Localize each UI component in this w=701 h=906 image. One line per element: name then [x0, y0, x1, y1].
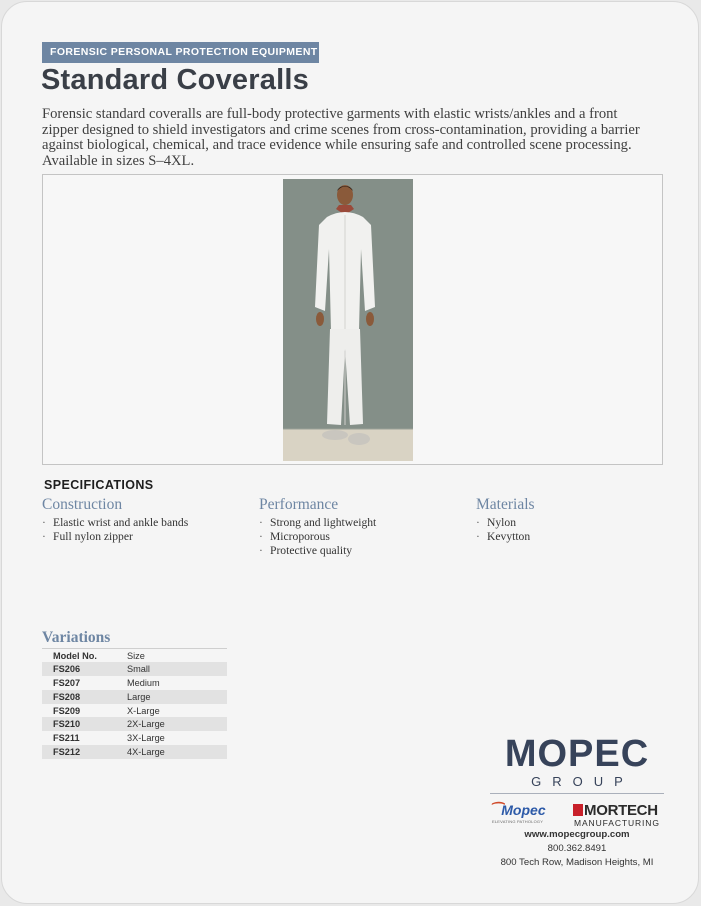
- product-sheet: [1, 1, 699, 904]
- table-header-row: [42, 649, 227, 663]
- model-cell: FS206: [42, 662, 127, 676]
- spec-item: · Protective quality: [259, 544, 353, 557]
- address: 800 Tech Row, Madison Heights, MI: [500, 857, 654, 868]
- contact-info: [472, 828, 682, 870]
- product-photo-frame: [42, 174, 663, 465]
- size-cell: 3X-Large: [127, 733, 165, 744]
- spec-item: · Nylon: [476, 516, 516, 529]
- product-photo: [283, 179, 413, 461]
- spec-column-title: Materials: [476, 496, 535, 513]
- column-header-model: Model No.: [42, 649, 127, 663]
- mortech-mark-icon: [573, 804, 583, 816]
- table-row: [42, 690, 227, 704]
- model-cell: FS212: [42, 745, 127, 759]
- model-cell: FS208: [42, 690, 127, 704]
- spec-item: · Microporous: [259, 530, 330, 543]
- page-title: Standard Coveralls: [41, 64, 309, 96]
- spec-column-performance: [259, 496, 376, 558]
- mortech-logo: MORTECH: [573, 802, 658, 819]
- model-cell: FS210: [42, 717, 127, 731]
- model-cell: FS209: [53, 705, 81, 716]
- table-row: [42, 662, 227, 676]
- table-row: [42, 731, 227, 745]
- size-cell: 2X-Large: [127, 717, 227, 731]
- spec-item: · Strong and lightweight: [259, 516, 377, 529]
- size-cell: X-Large: [127, 705, 160, 716]
- size-cell: 4X-Large: [127, 745, 227, 759]
- spec-column-title: Construction: [42, 496, 123, 513]
- spec-column-title: Performance: [259, 496, 339, 513]
- table-row: [42, 745, 227, 759]
- group-wordmark: GROUP: [531, 774, 634, 789]
- variations-heading: Variations: [42, 629, 111, 646]
- mortech-logo-subtitle: MANUFACTURING: [574, 818, 660, 828]
- table-row: [42, 717, 227, 731]
- spec-column-construction: [42, 496, 188, 544]
- mopec-sub-logo-tagline: ELEVATING PATHOLOGY: [492, 819, 544, 824]
- spec-column-materials: [476, 496, 535, 544]
- website-link[interactable]: www.mopecgroup.com: [524, 829, 630, 840]
- model-cell: FS211: [53, 733, 80, 744]
- phone-number: 800.362.8491: [547, 843, 607, 854]
- variations-table: [42, 648, 227, 759]
- logo-divider: [490, 793, 664, 794]
- category-banner: FORENSIC PERSONAL PROTECTION EQUIPMENT: [42, 42, 319, 63]
- mopec-sub-logo: ⁀Mopec: [490, 802, 546, 818]
- size-cell: Small: [127, 662, 227, 676]
- spec-item: · Elastic wrist and ankle bands: [42, 516, 189, 529]
- table-row: [42, 704, 227, 718]
- spec-item: · Full nylon zipper: [42, 530, 133, 543]
- size-cell: Medium: [127, 677, 160, 688]
- product-description: Forensic standard coveralls are full-body protective garments with elastic wrists/ankles and a front zipper designed to shield investigators and crime scenes from cross-contamination, providing a barrier against biological, chemical, and trace evidence while ensuring safe and controlled scene processing. Available in sizes S–4XL.: [42, 106, 640, 169]
- mopec-group-logo: [488, 733, 666, 834]
- size-cell: Large: [127, 690, 227, 704]
- specifications-heading: SPECIFICATIONS: [44, 478, 154, 492]
- model-cell: FS207: [53, 677, 81, 688]
- mopec-wordmark: MOPEC: [504, 733, 650, 775]
- column-header-size: Size: [127, 649, 227, 663]
- spec-item: · Kevytton: [476, 530, 531, 543]
- table-row: [42, 676, 227, 690]
